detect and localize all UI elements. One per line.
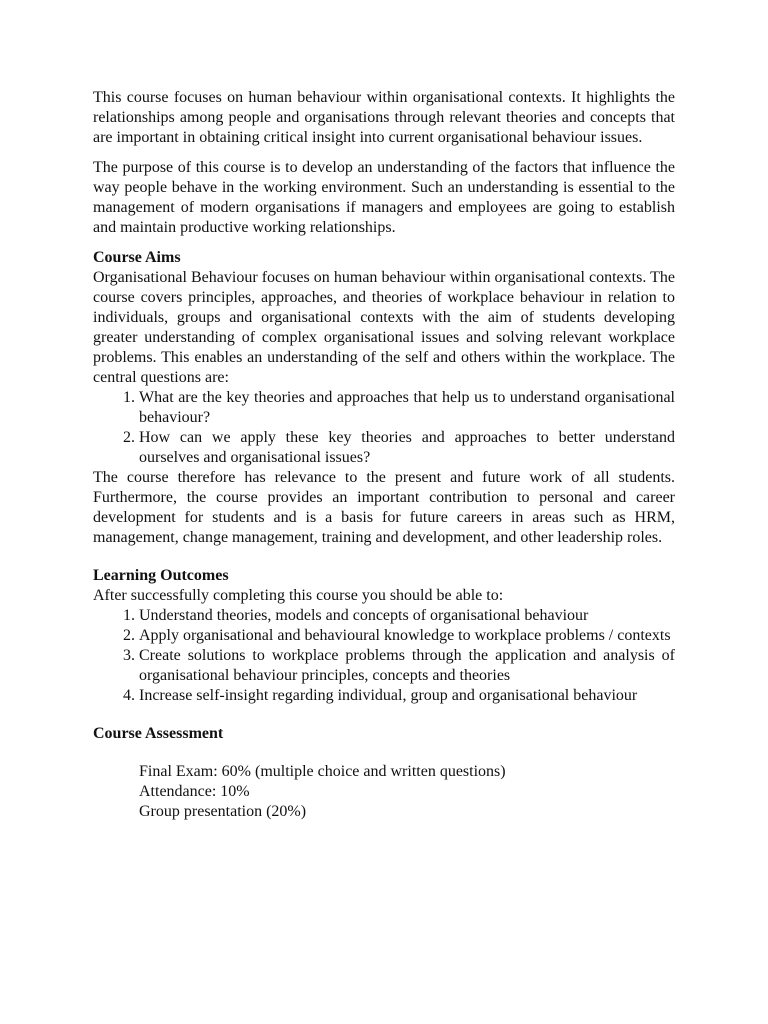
spacer	[93, 548, 675, 566]
learning-outcomes-heading: Learning Outcomes	[93, 567, 229, 584]
learning-outcomes-intro: After successfully completing this course you should be able to:	[93, 587, 504, 604]
list-item: Attendance: 10%	[139, 783, 250, 800]
list-item: Final Exam: 60% (multiple choice and written questions)	[139, 763, 506, 780]
list-item: 3. Create solutions to workplace problems through the application and analysis of organisational behaviour principles, concepts and theories	[139, 646, 675, 686]
list-item: Group presentation (20%)	[139, 803, 307, 820]
list-item: 2. How can we apply these key theories and approaches to better understand ourselves and organisational issues?	[139, 428, 675, 468]
assessment-list	[93, 762, 675, 822]
list-item: 1. Understand theories, models and concepts of organisational behaviour	[139, 606, 675, 626]
course-aims-closing: The course therefore has relevance to the present and future work of all students. Furthermore, the course provides an important contribution to personal and career development for students and is a basis for future careers in areas such as HRM, management, change management, training and development, and other leadership roles.	[93, 469, 675, 546]
course-aims-body: Organisational Behaviour focuses on human behaviour within organisational contexts. The course covers principles, approaches, and theories of workplace behaviour in relation to individuals, groups and organisational contexts with the aim of students developing greater understanding of complex organisational issues and solving relevant workplace problems. This enables an understanding of the self and others within the workplace. The central questions are:	[93, 269, 675, 386]
list-item: 4. Increase self-insight regarding individual, group and organisational behaviour	[139, 686, 675, 706]
central-questions-list	[93, 388, 675, 468]
intro-paragraph-1: This course focuses on human behaviour within organisational contexts. It highlights the relationships among people and organisations through relevant theories and concepts that are important in obtaining critical insight into current organisational behaviour issues.	[93, 89, 675, 146]
course-assessment-heading: Course Assessment	[93, 725, 224, 742]
course-aims-heading: Course Aims	[93, 249, 181, 266]
spacer	[93, 744, 675, 762]
list-item: 1. What are the key theories and approaches that help us to understand organisational behaviour?	[139, 388, 675, 428]
learning-outcomes-list	[93, 606, 675, 706]
document-content	[93, 88, 675, 822]
intro-paragraph-2: The purpose of this course is to develop an understanding of the factors that influence the way people behave in the working environment. Such an understanding is essential to the management of modern organisations if managers and employees are going to establish and maintain productive working relationships.	[93, 159, 675, 236]
spacer	[93, 706, 675, 724]
list-item: 2. Apply organisational and behavioural knowledge to workplace problems / contexts	[139, 626, 675, 646]
